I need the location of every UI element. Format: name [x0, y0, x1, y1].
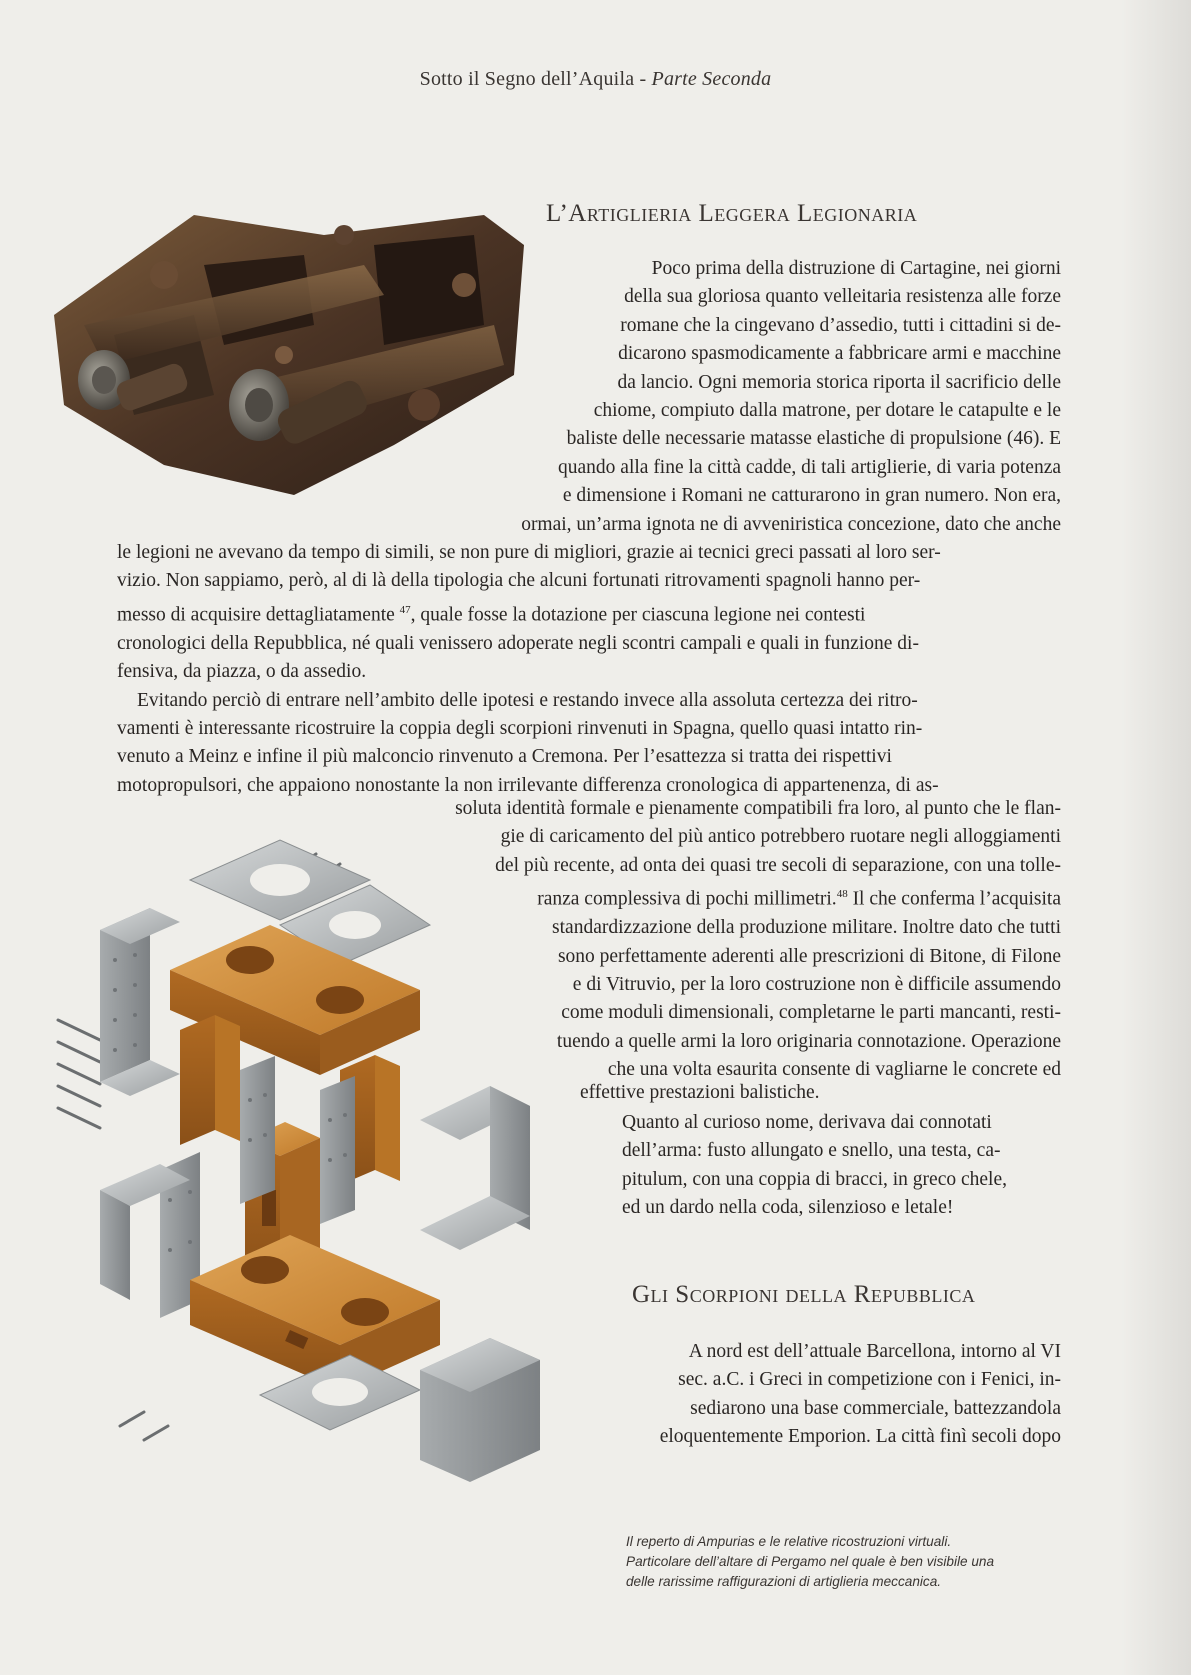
text-line: fensiva, da piazza, o da assedio. [117, 661, 367, 683]
figure-caption [626, 1532, 1086, 1592]
footnote-ref-48: 48 [836, 888, 848, 901]
text-line: eloquentemente Emporion. La città finì secoli dopo [659, 1426, 1061, 1448]
text-line: della sua gloriosa quanto velleitaria resistenza alle forze [624, 286, 1061, 308]
text-line: ed un dardo nella coda, silenzioso e letale! [622, 1197, 954, 1219]
text-line: soluta identità formale e pienamente compatibili fra loro, al punto che le flan- [455, 798, 1061, 819]
text-line: effettive prestazioni balistiche. [580, 1082, 820, 1103]
text-line: sono perfettamente aderenti alle prescrizioni di Bitone, di Filone [557, 945, 1061, 967]
text-line: baliste delle necessarie matasse elastiche di propulsione (46). E [566, 428, 1061, 450]
running-head [0, 68, 1191, 91]
body-text-section1-scorpion-name [622, 1109, 1062, 1223]
text-line: vizio. Non sappiamo, però, al di là della tipologia che alcuni fortunati ritrovamenti spagnoli hanno per- [117, 570, 921, 592]
page-edge-shadow [1121, 0, 1191, 1675]
text-line: dicarono spasmodicamente a fabbricare armi e macchine [618, 343, 1061, 365]
body-text-section1-photo [521, 255, 1061, 539]
text-line [117, 596, 1062, 630]
text-line: romane che la cingevano d’assedio, tutti i cittadini si de- [620, 314, 1061, 336]
head-separator: - [634, 68, 652, 90]
text-line: standardizzazione della produzione militare. Inoltre dato che tutti [552, 917, 1061, 939]
text-line: quando alla fine la città cadde, di tali artiglierie, di varia potenza [558, 456, 1061, 478]
text-line [455, 880, 1061, 914]
text-line: Evitando perciò di entrare nell’ambito delle ipotesi e restando invece alla assoluta certezza dei ritro- [137, 689, 918, 711]
footnote-ref-47: 47 [399, 603, 411, 616]
text-line: da lancio. Ogni memoria storica riporta il sacrificio delle [617, 371, 1061, 393]
text-line: del più recente, ad onta dei quasi tre secoli di separazione, con una tolle- [495, 854, 1061, 876]
text-line: come moduli dimensionali, completarne le parti mancanti, resti- [561, 1002, 1061, 1024]
text-line: venuto a Meinz e infine il più malconcio rinvenuto a Cremona. Per l’esattezza si tratta dei rispettivi [117, 746, 892, 768]
part-title: Parte Seconda [651, 68, 772, 90]
text-line: tuendo a quelle armi la loro originaria connotazione. Operazione [556, 1030, 1061, 1052]
body-text-section1-illustration [455, 795, 1061, 1085]
caption-line: Il reperto di Ampurias e le relative ricostruzioni virtuali. [626, 1534, 952, 1549]
text-line-part: , quale fosse la dotazione per ciascuna legione nei contesti [410, 604, 866, 626]
text-line: sec. a.C. i Greci in competizione con i Fenici, in- [678, 1369, 1061, 1391]
body-text-section1-full [117, 539, 1062, 800]
text-line: pitulum, con una coppia di bracci, in greco chele, [622, 1168, 1007, 1190]
text-line: sediarono una base commerciale, battezzandola [690, 1397, 1061, 1419]
text-line: che una volta esaurita consente di vagliarne le concrete ed [607, 1059, 1061, 1081]
text-line: cronologici della Repubblica, né quali venissero adoperate negli scontri campali e quali in funzione di- [117, 632, 919, 654]
text-line: e dimensione i Romani ne catturarono in gran numero. Non era, [562, 485, 1061, 507]
text-line: A nord est dell’attuale Barcellona, intorno al VI [688, 1341, 1061, 1362]
artifact-photo [44, 205, 564, 515]
text-line: le legioni ne avevano da tempo di simili, se non pure di migliori, grazie ai tecnici greci passati al loro ser- [117, 542, 941, 563]
section-title-artiglieria: L’Artiglieria Leggera Legionaria [546, 200, 918, 227]
caption-line: delle rarissime raffigurazioni di artiglieria meccanica. [626, 1574, 942, 1589]
text-line: Poco prima della distruzione di Cartagine, nei giorni [651, 258, 1061, 279]
text-line: ormai, un’arma ignota ne di avveniristica concezione, dato che anche [521, 513, 1061, 535]
text-line-part: ranza complessiva di pochi millimetri. [537, 888, 837, 910]
body-text-section2 [660, 1338, 1061, 1452]
caption-line: Particolare dell’altare di Pergamo nel quale è ben visibile una [626, 1554, 995, 1569]
text-line: motopropulsori, che appaiono nonostante la non irrilevante differenza cronologica di appartenenza, di as- [117, 774, 939, 796]
text-line-part: Il che conferma l’acquisita [847, 888, 1061, 910]
text-line: chiome, compiuto dalla matrone, per dotare le catapulte e le [593, 400, 1061, 422]
text-line: Quanto al curioso nome, derivava dai connotati [622, 1112, 992, 1133]
book-title: Sotto il Segno dell’Aquila [419, 68, 635, 90]
section-title-scorpioni: Gli Scorpioni della Repubblica [632, 1281, 976, 1308]
body-text-section1-end [580, 1079, 820, 1107]
text-line-part: messo di acquisire dettagliatamente [117, 604, 395, 626]
text-line: vamenti è interessante ricostruire la coppia degli scorpioni rinvenuti in Spagna, quello quasi intatto rin- [117, 717, 923, 739]
text-line: e di Vitruvio, per la loro costruzione non è difficile assumendo [572, 973, 1061, 995]
text-line: gie di caricamento del più antico potrebbero ruotare negli alloggiamenti [500, 826, 1061, 848]
text-line: dell’arma: fusto allungato e snello, una testa, ca- [622, 1140, 1001, 1162]
